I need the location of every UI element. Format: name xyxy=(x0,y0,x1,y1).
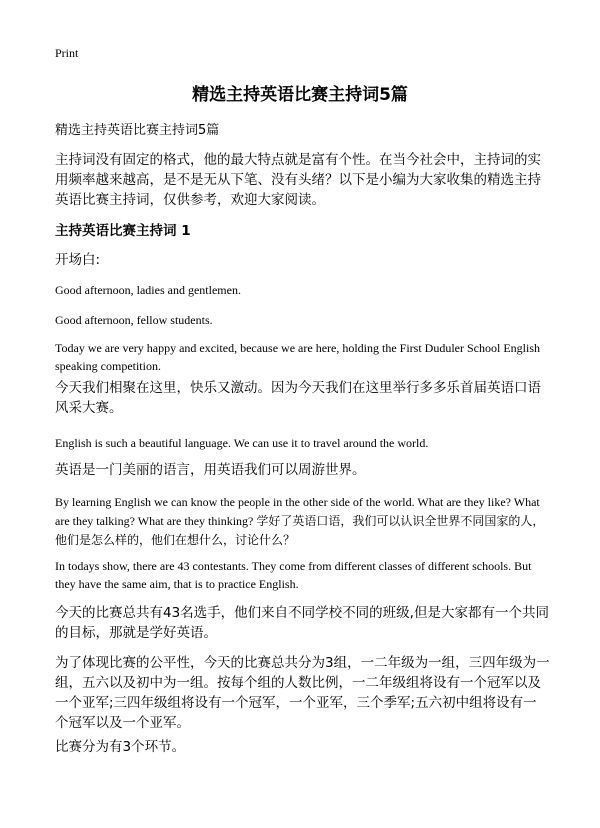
intro-paragraph: 主持词没有固定的格式，他的最大特点就是富有个性。在当今社会中，主持词的实用频率越来越高，是不是无从下笔、没有头绪？以下是小编为大家收集的精选主持英语比赛主持词，仅供参考，欢迎大家阅读。 xyxy=(55,152,541,208)
paragraph-english-3: In todays show, there are 43 contestants. They come from different classes of different schools. But they have the same aim, that is to practice English. xyxy=(55,559,532,591)
paragraph-chinese-5: 比赛分为有3个环节。 xyxy=(55,739,186,755)
paragraph-english-1: Today we are very happy and excited, because we are here, holding the First Duduler School English speaking competition. xyxy=(55,341,541,373)
paragraph-english-2: English is such a beautiful language. We can use it to travel around the world. xyxy=(55,436,429,450)
paragraph-greeting-1: Good afternoon, ladies and gentlemen. xyxy=(55,283,241,297)
paragraph-chinese-3: 今天的比赛总共有43名选手，他们来自不同学校不同的班级,但是大家都有一个共同的目标，那就是学好英语。 xyxy=(55,605,549,641)
document-subtitle: 精选主持英语比赛主持词5篇 xyxy=(55,123,220,138)
paragraph-chinese-4: 为了体现比赛的公平性，今天的比赛总共分为3组，一二年级为一组，三四年级为一组，五六以及初中为一组。按每个组的人数比例，一二年级组将设有一个冠军以及一个亚军;三四年级组将设有一个冠军，一个亚军，三个季军;五六初中组将设有一个冠军以及一个亚军。 xyxy=(55,655,550,731)
section-heading: 主持英语比赛主持词 1 xyxy=(55,223,191,239)
page-title: 精选主持英语比赛主持词5篇 xyxy=(192,85,408,105)
opening-label: 开场白: xyxy=(55,252,101,268)
paragraph-chinese-2: 英语是一门美丽的语言，用英语我们可以周游世界。 xyxy=(55,462,366,478)
print-label: Print xyxy=(55,46,79,60)
paragraph-mixed: By learning English we can know the people in the other side of the world. What are they like? What are they talking? What are they thinking? 学好了英语口语，我们可以认识全世界不同国家的人，他们是怎么样的，他们在想什么，讨论什么？ xyxy=(55,495,545,547)
paragraph-chinese-1: 今天我们相聚在这里，快乐又激动。因为今天我们在这里举行多多乐首届英语口语风采大赛。 xyxy=(55,380,541,416)
paragraph-greeting-2: Good afternoon, fellow students. xyxy=(55,313,213,327)
